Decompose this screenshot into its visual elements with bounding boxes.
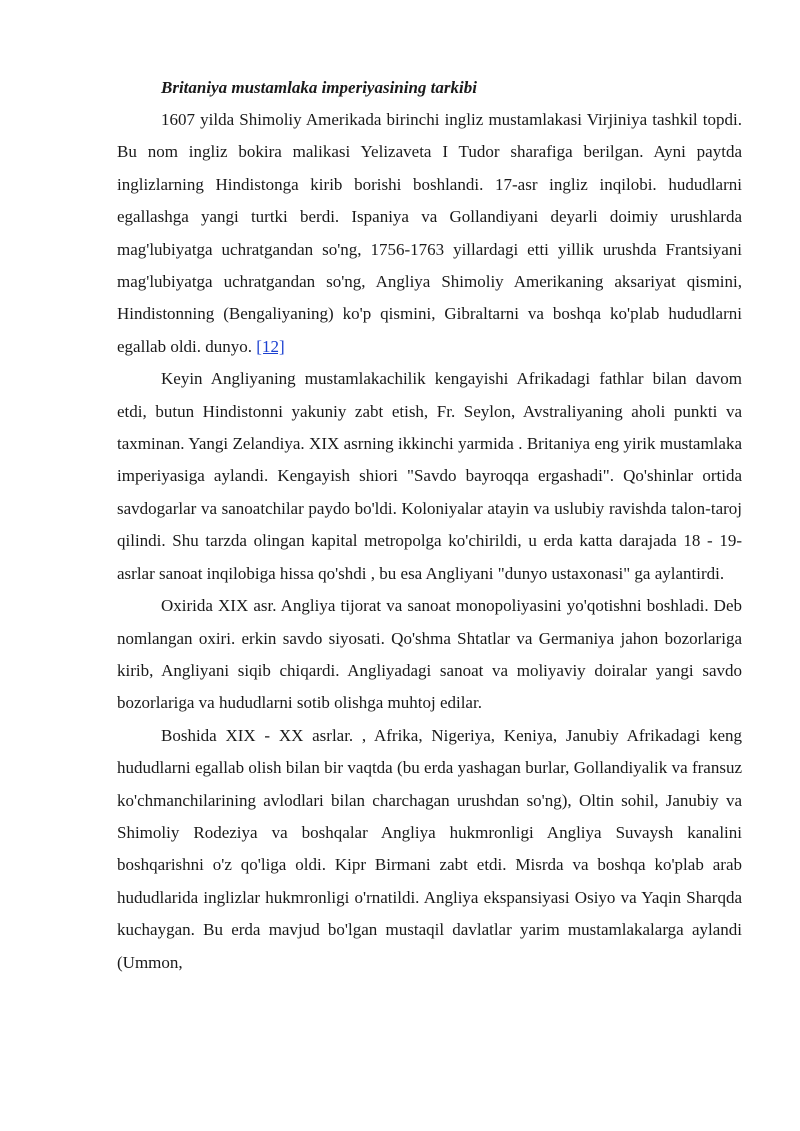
paragraph-3: Oxirida XIX asr. Angliya tijorat va sanoat monopoliyasini yo'qotishni boshladi. Deb nomlangan oxiri. erkin savdo siyosati. Qo'shma Shtatlar va Germaniya jahon bozorlariga kirib, Angliyani siqib chiqardi. Angliyadagi sanoat va moliyaviy doiralar yangi savdo bozorlariga va hududlarni sotib olishga muhtoj edilar. bbox=[117, 596, 742, 713]
reference-link-12[interactable]: [12] bbox=[256, 336, 285, 356]
document-page bbox=[117, 72, 742, 979]
paragraph-1 bbox=[117, 104, 742, 363]
section-title: Britaniya mustamlaka imperiyasining tarkibi bbox=[161, 78, 477, 97]
paragraph-1-text: 1607 yilda Shimoliy Amerikada birinchi ingliz mustamlakasi Virjiniya tashkil topdi. Bu nom ingliz bokira malikasi Yelizaveta I Tudor sharafiga berilgan. Ayni paytda inglizlarning Hindistonga kirib borishi boshlandi. 17-asr ingliz inqilobi. hududlarni egallashga yangi turtki berdi. Ispaniya va Gollandiyani deyarli doimiy urushlarda mag'lubiyatga uchratgandan so'ng, 1756-1763 yillardagi etti yillik urushda Frantsiyani mag'lubiyatga uchratgandan so'ng, Angliya Shimoliy Amerikaning aksariyat qismini, Hindistonning (Bengaliyaning) ko'p qismini, Gibraltarni va boshqa ko'plab hududlarni egallab oldi. dunyo. bbox=[117, 110, 742, 356]
paragraph-2: Keyin Angliyaning mustamlakachilik kengayishi Afrikadagi fathlar bilan davom etdi, butun Hindistonni yakuniy zabt etish, Fr. Seylon, Avstraliyaning aholi punkti va taxminan. Yangi Zelandiya. XIX asrning ikkinchi yarmida . Britaniya eng yirik mustamlaka imperiyasiga aylandi. Kengayish shiori "Savdo bayroqqa ergashadi". Qo'shinlar ortida savdogarlar va sanoatchilar paydo bo'ldi. Koloniyalar atayin va uslubiy ravishda talon-taroj qilindi. Shu tarzda olingan kapital metropolga ko'chirildi, u erda katta darajada 18 - 19- asrlar sanoat inqilobiga hissa qo'shdi , bu esa Angliyani "dunyo ustaxonasi" ga aylantirdi. bbox=[117, 369, 742, 583]
paragraph-4: Boshida XIX - XX asrlar. , Afrika, Nigeriya, Keniya, Janubiy Afrikadagi keng hududlarni egallab olish bilan bir vaqtda (bu erda yashagan burlar, Gollandiyalik va fransuz ko'chmanchilarining avlodlari bilan charchagan urushdan so'ng), Oltin sohil, Janubiy va Shimoliy Rodeziya va boshqalar Angliya hukmronligi Angliya Suvaysh kanalini boshqarishni o'z qo'liga oldi. Kipr Birmani zabt etdi. Misrda va boshqa ko'plab arab hududlarida inglizlar hukmronligi o'rnatildi. Angliya ekspansiyasi Osiyo va Yaqin Sharqda kuchaygan. Bu erda mavjud bo'lgan mustaqil davlatlar yarim mustamlakalarga aylandi (Ummon, bbox=[117, 725, 742, 972]
